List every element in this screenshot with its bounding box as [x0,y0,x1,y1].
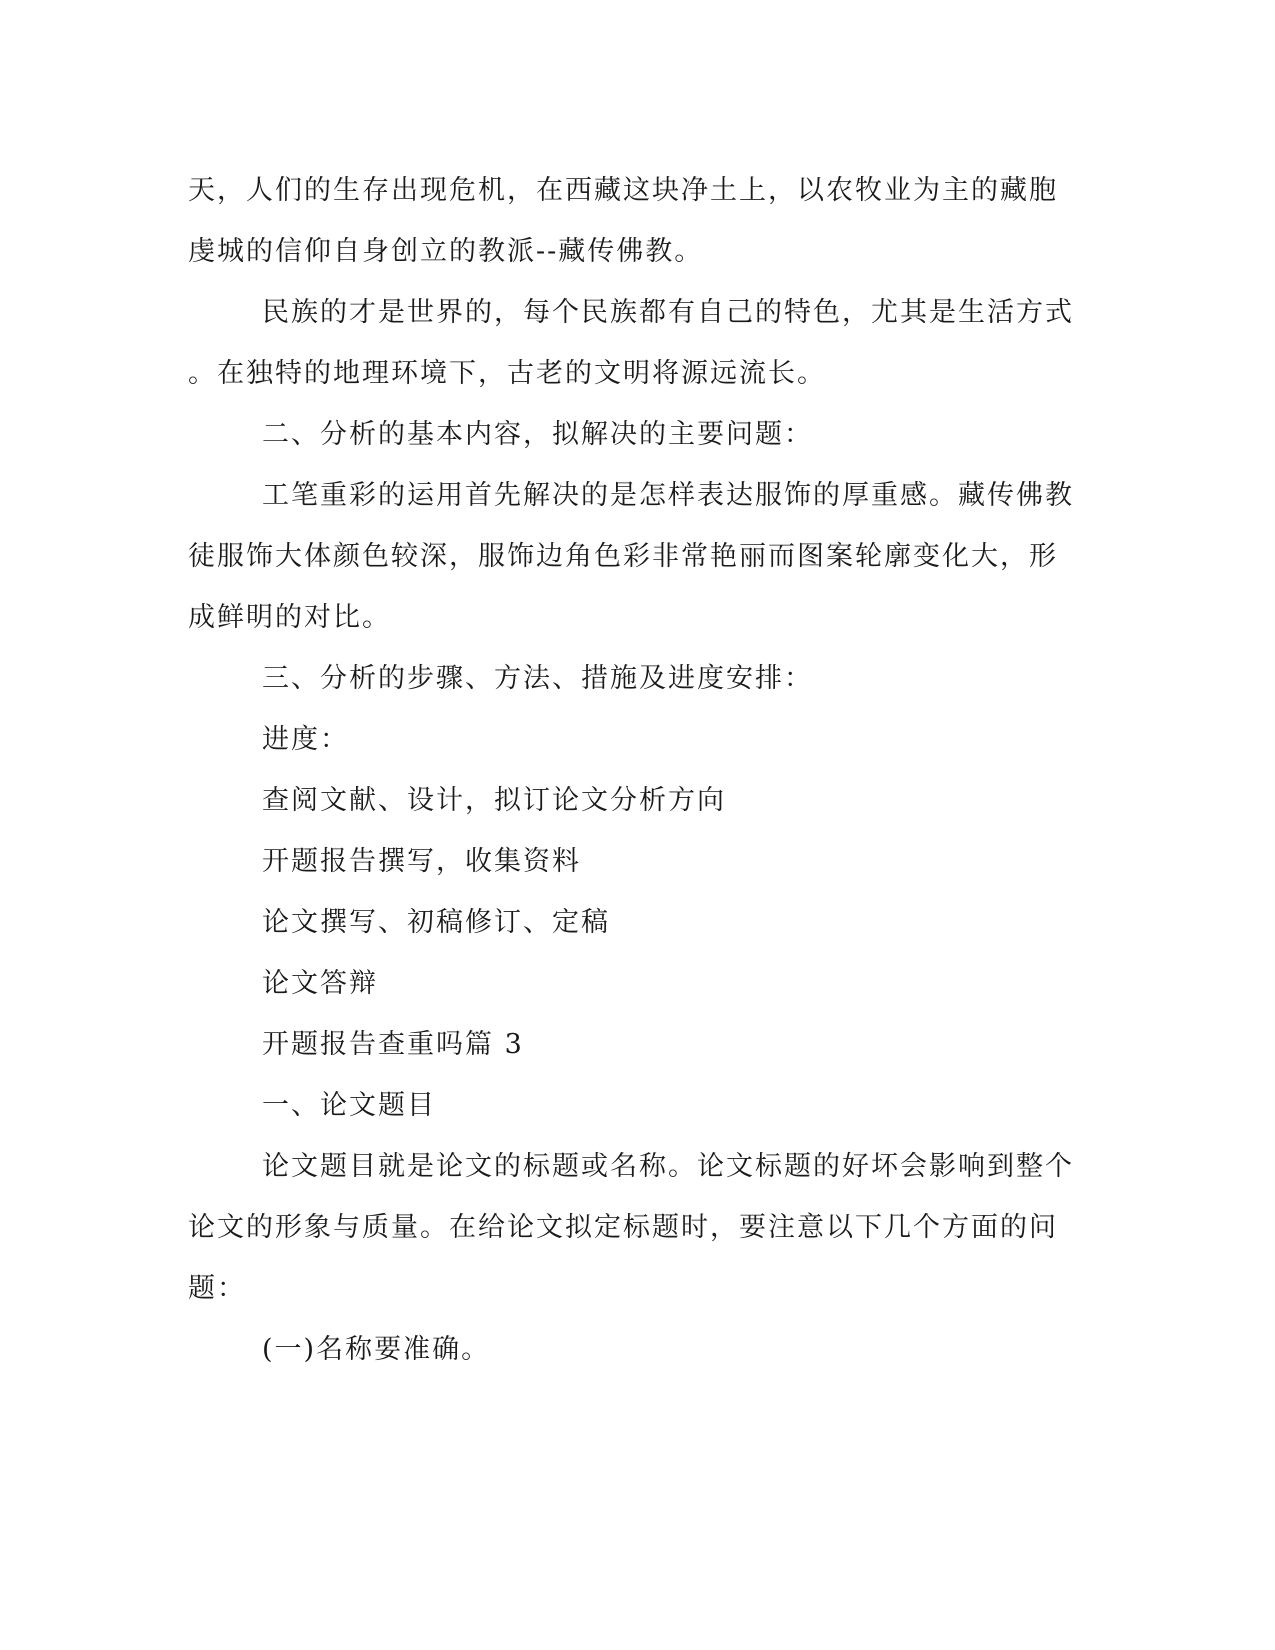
paragraph-start: 工笔重彩的运用首先解决的是怎样表达服饰的厚重感。藏传佛教 [262,480,1074,511]
list-item: 论文答辩 [262,968,378,999]
text-line: 虔城的信仰自身创立的教派--藏传佛教。 [188,236,704,267]
list-item: 开题报告撰写，收集资料 [262,846,581,877]
subsection-heading: (一)名称要准确。 [262,1334,491,1365]
text-line: 。在独特的地理环境下，古老的文明将源远流长。 [188,358,826,389]
text-line: 成鲜明的对比。 [188,602,391,633]
section-heading: 三、分析的步骤、方法、措施及进度安排： [262,663,813,694]
paragraph-start: 论文题目就是论文的标题或名称。论文标题的好坏会影响到整个 [262,1151,1074,1182]
text-line: 题： [188,1273,246,1304]
document-body [188,160,1074,1380]
section-heading: 二、分析的基本内容，拟解决的主要问题： [262,419,813,450]
section-heading: 一、论文题目 [262,1090,436,1121]
text-line: 天，人们的生存出现危机，在西藏这块净土上，以农牧业为主的藏胞 [188,175,1058,206]
text-line: 论文的形象与质量。在给论文拟定标题时，要注意以下几个方面的问 [188,1212,1058,1243]
list-item: 进度： [262,724,349,755]
text-line: 徒服饰大体颜色较深，服饰边角色彩非常艳丽而图案轮廓变化大，形 [188,541,1058,572]
list-item: 论文撰写、初稿修订、定稿 [262,907,610,938]
list-item: 查阅文献、设计，拟订论文分析方向 [262,785,726,816]
paragraph-start: 民族的才是世界的，每个民族都有自己的特色，尤其是生活方式 [262,297,1074,328]
article-title: 开题报告查重吗篇 3 [262,1029,524,1060]
